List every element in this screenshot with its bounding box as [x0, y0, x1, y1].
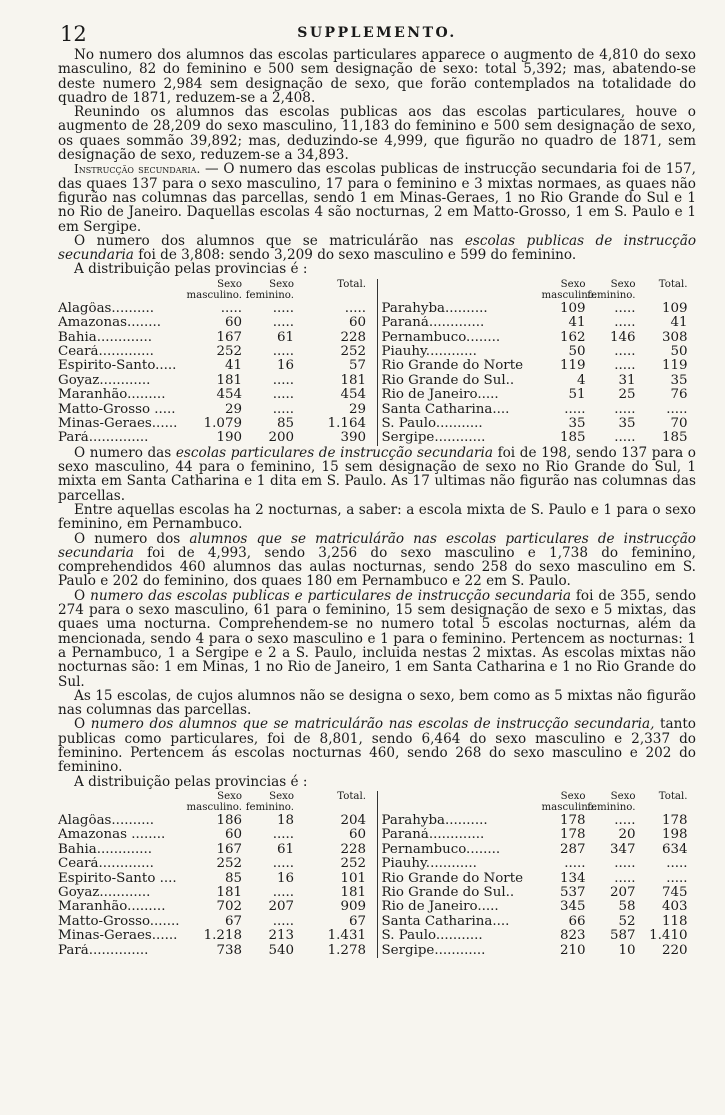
paragraph-3 [58, 162, 696, 233]
province-name: Santa Catharina.... [381, 914, 510, 929]
paragraph-7-italic: alumnos que se matriculárão nas escolas particulares de instrucção secundaria [58, 530, 696, 561]
paragraph-5 [58, 446, 696, 503]
table-cell: ..... [272, 856, 294, 872]
table-row [58, 331, 373, 345]
table-cell: ..... [614, 401, 636, 417]
table-cell: 252 [340, 343, 366, 359]
table-header-row [58, 791, 373, 814]
table-row [382, 843, 697, 857]
table-cell: 57 [348, 358, 366, 374]
province-name: Maranhão......... [58, 388, 166, 403]
table-cell: 178 [559, 812, 586, 828]
table-row [58, 944, 373, 958]
table-row [382, 929, 697, 943]
table-row [382, 944, 697, 958]
table-cell: 16 [276, 358, 294, 374]
province-name: Goyaz............ [58, 373, 151, 388]
table-cell: 134 [559, 870, 586, 886]
table-row [382, 302, 697, 316]
province-name: Paraná............. [381, 828, 485, 843]
table-cell: 61 [276, 841, 294, 857]
table-cell: 67 [348, 913, 366, 929]
table-cell: 390 [340, 430, 366, 446]
table-cell: 60 [348, 827, 366, 843]
table-cell: ..... [614, 856, 636, 872]
province-name: S. Paulo........... [381, 417, 483, 431]
table-cell: ..... [272, 300, 294, 316]
table-cell: 220 [661, 942, 688, 958]
province-name: Santa Catharina.... [381, 402, 510, 417]
table-cell: ..... [272, 884, 294, 900]
table-cell: 60 [348, 315, 366, 331]
table-cell: 1.079 [203, 416, 242, 431]
paragraph-8-a: O [74, 587, 91, 604]
header-spacer [382, 791, 542, 814]
table-cell: 101 [340, 870, 366, 886]
province-name: Piauhy............ [381, 857, 477, 872]
province-name: Amazonas ........ [58, 828, 166, 843]
province-name: Rio Grande do Norte [381, 871, 524, 886]
table-cell: 228 [340, 841, 366, 857]
table-cell: ..... [272, 372, 294, 388]
province-name: Pará.............. [58, 431, 149, 446]
table-cell: ..... [272, 827, 294, 843]
table-cell: ..... [272, 401, 294, 417]
table-header-row [382, 791, 697, 814]
table-cell: 207 [609, 884, 636, 900]
table-1 [58, 279, 696, 446]
paragraph-8-b: foi de 355, sendo 274 para o sexo masculino, 61 para o feminino, 15 sem designação de sexo e 5 mixtas, das quaes uma nocturna. Comprehendem-se no numero total 5 escolas nocturnas, além da mencionada, sendo 4 para o sexo masculino e 1 para o feminino. Pertencem as nocturnas: 1 a Pernambuco, 1 a Sergipe e 2 a S. Paulo, incluida nestas 2 mixtas. As escolas mixtas não nocturnas são: 1 em Minas, 1 no Rio de Janeiro, 1 em Santa Catharina e 1 no Rio Grande do Sul. [58, 587, 697, 690]
table-row [382, 431, 697, 445]
table-header-row [58, 279, 373, 302]
table-cell: 185 [661, 430, 688, 446]
table-cell: 823 [559, 928, 586, 944]
table-cell: ..... [220, 300, 242, 316]
province-name: Alagôas.......... [58, 301, 154, 316]
province-name: Pará.............. [58, 943, 149, 958]
table-cell: 60 [224, 315, 242, 331]
table-cell: 18 [276, 812, 294, 828]
paragraph-4-b: foi de 3,808: sendo 3,209 do sexo masculino e 599 do feminino. [133, 247, 577, 264]
table-row [382, 872, 697, 886]
table-row [58, 431, 373, 445]
table-cell: 308 [661, 329, 688, 345]
table-cell: 20 [618, 827, 636, 843]
table-cell: 60 [224, 827, 242, 843]
table-cell: 634 [661, 841, 688, 857]
table-row [58, 417, 373, 431]
table-cell: ..... [614, 870, 636, 886]
table-cell: ..... [614, 343, 636, 359]
province-name: Espirito-Santo..... [58, 359, 177, 374]
table-cell: 41 [568, 315, 586, 331]
province-name: Amazonas........ [58, 316, 161, 331]
column-header: Total. [337, 278, 366, 290]
table-cell: 29 [224, 401, 242, 417]
paragraph-9: As 15 escolas, de cujos alumnos não se designa o sexo, bem como as 5 mixtas não figurão nas columnas das parcellas. [58, 687, 696, 719]
table-cell: ..... [272, 315, 294, 331]
table-cell: 31 [618, 372, 636, 388]
province-name: Espirito-Santo .... [58, 871, 177, 886]
province-name: Rio Grande do Norte [381, 359, 524, 374]
column-header: Sexo masculino. [541, 278, 597, 302]
header-spacer [58, 791, 186, 814]
table-half-right [378, 279, 697, 446]
table-row [58, 872, 373, 886]
province-name: Ceará............. [58, 344, 154, 359]
table-cell: 178 [559, 827, 586, 843]
table-cell: 738 [216, 942, 242, 958]
table-cell: ..... [614, 315, 636, 331]
paragraph-10-a: O [74, 716, 91, 733]
table-cell: ..... [614, 812, 636, 828]
paragraph-5-a: O numero das [74, 444, 176, 461]
table-2 [58, 791, 696, 958]
province-name: Paraná............. [381, 316, 485, 331]
table-cell: 1.410 [649, 928, 688, 944]
table-row [382, 374, 697, 388]
table-cell: 16 [276, 870, 294, 886]
table-cell: 146 [609, 329, 636, 345]
table-cell: 587 [609, 928, 636, 944]
table-row [58, 900, 373, 914]
column-header: Sexo feminino. [245, 278, 294, 302]
table-cell: 454 [340, 387, 366, 403]
table-cell: 35 [618, 416, 636, 431]
paragraph-5-italic: escolas particulares de instrucção secundaria [175, 444, 493, 461]
table-cell: 186 [216, 812, 242, 828]
table-row [58, 359, 373, 373]
table-cell: 85 [276, 416, 294, 431]
table-cell: ..... [272, 343, 294, 359]
table-cell: 190 [216, 430, 242, 446]
table-cell: 345 [559, 899, 586, 915]
table-row [382, 857, 697, 871]
table-cell: 66 [568, 913, 586, 929]
table-cell: 210 [559, 942, 586, 958]
table-row [58, 814, 373, 828]
table-cell: 167 [216, 841, 242, 857]
table-header-row [382, 279, 697, 302]
table-cell: 41 [670, 315, 688, 331]
province-name: S. Paulo........... [381, 929, 483, 944]
table-cell: 85 [224, 870, 242, 886]
table-cell: 1.164 [327, 416, 366, 431]
province-name: Alagôas.......... [58, 813, 154, 828]
table-row [382, 403, 697, 417]
table-cell: 109 [559, 300, 586, 316]
table-row [58, 388, 373, 402]
paragraph-2: Reunindo os alumnos das escolas publicas aos das escolas particulares, houve o augmento de 28,209 do sexo masculino, 11,183 do feminino e 500 sem designação de sexo, os quaes sommão 39,892; mas, deduzindo-se 4,999, que figurão no quadro de 1871, sem designação de sexo, reduzem-se a 34,893. [58, 104, 696, 164]
table-cell: 537 [559, 884, 586, 900]
table-cell: 76 [670, 387, 688, 403]
table-cell: 119 [661, 358, 688, 374]
table-cell: 228 [340, 329, 366, 345]
province-name: Goyaz............ [58, 885, 151, 900]
table-cell: 252 [216, 343, 242, 359]
province-name: Rio Grande do Sul.. [381, 373, 515, 388]
table-row [58, 828, 373, 842]
paragraph-7-b: foi de 4,993, sendo 3,256 do sexo masculino e 1,738 do feminino, comprehendidos 460 alumnos das aulas nocturnas, sendo 258 do sexo masculino em S. Paulo e 202 do feminino, dos quaes 180 em Pernambuco e 22 em S. Paulo. [58, 544, 696, 590]
province-name: Pernambuco........ [381, 842, 501, 857]
table-row [58, 374, 373, 388]
paragraph-8-italic: numero das escolas publicas e particulares de instrucção secundaria [90, 587, 571, 604]
column-header: Sexo feminino. [587, 790, 636, 814]
table-cell: 52 [618, 913, 636, 929]
table-cell: ..... [272, 387, 294, 403]
province-name: Parahyba.......... [381, 813, 488, 828]
table-row [58, 302, 373, 316]
column-header: Sexo feminino. [587, 278, 636, 302]
table-cell: 10 [618, 942, 636, 958]
paragraph-10-b: tanto publicas como particulares, foi de 8,801, sendo 6,464 do sexo masculino e 2,337 do feminino. Pertencem ás escolas nocturnas 460, sendo 268 do sexo masculino e 202 do feminino. [58, 716, 696, 776]
table-cell: 25 [618, 387, 636, 403]
table-cell: ..... [666, 870, 688, 886]
paragraph-4-italic: escolas publicas de instrucção secundaria [58, 232, 696, 264]
province-name: Rio de Janeiro..... [381, 900, 499, 915]
paragraph-7-a: O numero dos [74, 530, 190, 547]
table-cell: 198 [661, 827, 688, 843]
table-row [382, 900, 697, 914]
table-cell: 61 [276, 329, 294, 345]
column-header: Total. [337, 790, 366, 802]
table-row [382, 388, 697, 402]
paragraph-6: Entre aquellas escolas ha 2 nocturnas, a saber: a escola mixta de S. Paulo e 1 para o sexo feminino, em Pernambuco. [58, 502, 696, 533]
column-header: Sexo masculino. [541, 790, 597, 814]
table-half-left [58, 791, 378, 958]
header-spacer [382, 279, 542, 302]
table-row [382, 345, 697, 359]
paragraph-8 [58, 589, 696, 689]
table-row [58, 403, 373, 417]
province-name: Sergipe............ [381, 431, 486, 446]
table-cell: 162 [559, 329, 586, 345]
province-name: Matto-Grosso....... [58, 914, 180, 929]
distribution-intro-1: A distribuição pelas provincias é : [74, 261, 308, 278]
table-cell: 252 [216, 856, 242, 872]
table-cell: 181 [216, 372, 242, 388]
column-header: Sexo feminino. [245, 790, 294, 814]
table-row [58, 345, 373, 359]
page [58, 22, 696, 958]
paragraph-4-a: O numero dos alumnos que se matriculárão nas [74, 232, 465, 249]
table-cell: ..... [344, 300, 366, 316]
table-cell: 185 [559, 430, 586, 446]
table-cell: 51 [568, 387, 586, 403]
table-cell: 702 [216, 899, 242, 915]
province-name: Sergipe............ [381, 943, 486, 958]
table-cell: 347 [609, 841, 636, 857]
province-name: Rio de Janeiro..... [381, 388, 499, 403]
column-header: Total. [658, 278, 688, 290]
province-name: Bahia............. [58, 330, 153, 345]
table-row [382, 359, 697, 373]
table-cell: ..... [272, 913, 294, 929]
distribution-intro-2: A distribuição pelas provincias é : [74, 773, 308, 790]
table-cell: ..... [666, 401, 688, 417]
table-row [58, 915, 373, 929]
paragraph-10 [58, 717, 696, 774]
table-cell: 50 [670, 343, 688, 359]
table-cell: 200 [268, 430, 294, 446]
paragraph-4 [58, 234, 696, 263]
table-row [382, 316, 697, 330]
table-cell: ..... [614, 300, 636, 316]
table-cell: ..... [614, 430, 636, 446]
table-cell: ..... [614, 358, 636, 374]
table-cell: 207 [268, 899, 294, 915]
table-cell: 745 [661, 884, 688, 900]
province-name: Maranhão......... [58, 900, 166, 915]
table-cell: 181 [340, 884, 366, 900]
table-cell: 1.218 [203, 928, 242, 944]
table-row [382, 331, 697, 345]
table-cell: 35 [568, 416, 586, 431]
header-spacer [58, 279, 186, 302]
column-header: Total. [658, 790, 688, 802]
province-name: Minas-Geraes...... [58, 929, 178, 944]
paragraph-10-italic: numero dos alumnos que se matriculárão nas escolas de instrucção secundaria, [90, 716, 655, 733]
table-cell: 50 [568, 343, 586, 359]
table-cell: 119 [559, 358, 586, 374]
table-row [382, 886, 697, 900]
table-cell: 118 [661, 913, 688, 929]
table-row [58, 929, 373, 943]
paragraph-3-text: — O numero das escolas publicas de instrucção secundaria foi de 157, das quaes 137 para o sexo masculino, 17 para o feminino e 3 mixtas normaes, as quaes não figurão nas columnas das parcellas, sendo 1 em Minas-Geraes, 1 no Rio Grande do Sul e 1 no Rio de Janeiro. Daquellas escolas 4 são nocturnas, 2 em Matto-Grosso, 1 em S. Paulo e 1 em Sergipe. [58, 161, 696, 235]
table-row [58, 857, 373, 871]
table-cell: 204 [340, 812, 366, 828]
table-cell: 109 [661, 300, 688, 316]
table-half-left [58, 279, 378, 446]
table-half-right [378, 791, 697, 958]
table-row [58, 316, 373, 330]
table-cell: 1.431 [327, 928, 366, 944]
column-header: Sexo masculino. [186, 278, 242, 302]
table-cell: 1.278 [327, 942, 366, 958]
table-cell: 70 [670, 416, 688, 431]
table-cell: 909 [340, 899, 366, 915]
table-cell: 167 [216, 329, 242, 345]
table-row [382, 417, 697, 431]
table-cell: 181 [216, 884, 242, 900]
column-header: Sexo masculino. [186, 790, 242, 814]
table-cell: 403 [661, 899, 688, 915]
table-cell: 181 [340, 372, 366, 388]
province-name: Bahia............. [58, 842, 153, 857]
province-name: Pernambuco........ [381, 330, 501, 345]
table-cell: ..... [564, 401, 586, 417]
table-cell: 58 [618, 899, 636, 915]
page-header [58, 22, 696, 48]
table-cell: 252 [340, 856, 366, 872]
paragraph-5-b: foi de 198, sendo 137 para o sexo masculino, 44 para o feminino, 15 sem designação de sexo no Rio Grande do Sul, 1 mixta em Santa Catharina e 1 dita em S. Paulo. As 17 ultimas não figurão nas columnas das parcellas. [58, 444, 696, 504]
province-name: Ceará............. [58, 857, 154, 872]
table-cell: ..... [564, 856, 586, 872]
table-row [58, 886, 373, 900]
table-cell: 540 [268, 942, 294, 958]
table-cell: 67 [224, 913, 242, 929]
table-row [382, 828, 697, 842]
province-name: Matto-Grosso ..... [58, 402, 176, 417]
table-row [382, 915, 697, 929]
table-cell: 454 [216, 387, 242, 403]
table-cell: 41 [224, 358, 242, 374]
province-name: Minas-Geraes...... [58, 417, 178, 431]
table-row [382, 814, 697, 828]
page-number: 12 [60, 22, 87, 46]
table-cell: ..... [666, 856, 688, 872]
section-heading: Instrucção secundaria. [74, 162, 201, 177]
table-cell: 287 [559, 841, 586, 857]
table-cell: 213 [268, 928, 294, 944]
table-cell: 29 [348, 401, 366, 417]
table-row [58, 843, 373, 857]
running-title: SUPPLEMENTO. [297, 25, 457, 41]
paragraph-1: No numero dos alumnos das escolas particulares apparece o augmento de 4,810 do sexo masculino, 82 do feminino e 500 sem designação de sexo: total 5,392; mas, abatendo-se deste numero 2,984 sem designação de sexo, que forão contemplados na totalidade do quadro de 1871, reduzem-se a 2,408. [58, 47, 696, 106]
table-cell: 35 [670, 372, 688, 388]
province-name: Parahyba.......... [381, 301, 488, 316]
province-name: Rio Grande do Sul.. [381, 885, 515, 900]
paragraph-7 [58, 532, 696, 589]
table-cell: 178 [661, 812, 688, 828]
province-name: Piauhy............ [381, 344, 477, 359]
table-cell: 4 [576, 372, 586, 388]
